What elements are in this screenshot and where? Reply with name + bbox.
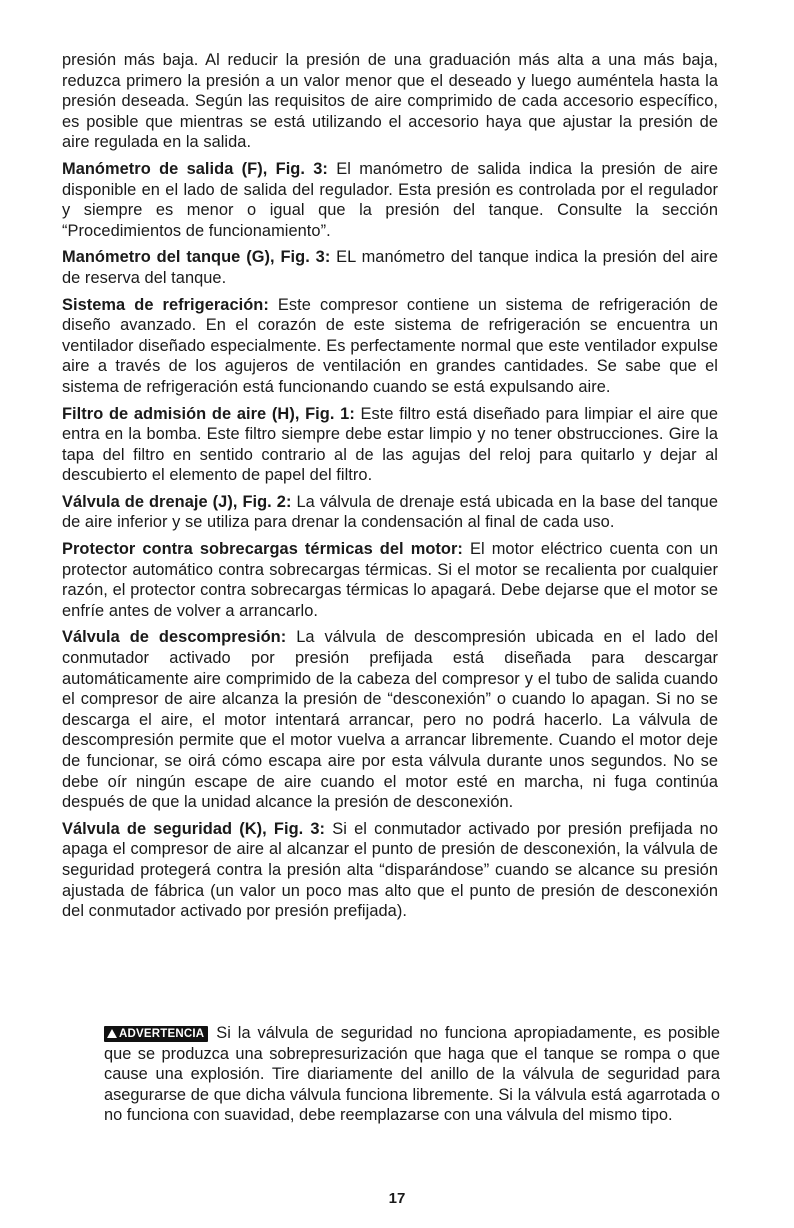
paragraph-text: El manómetro de salida indica la presión de aire disponible en el lado de salida del regulador. Esta presión es controlada por el regulador y siempre es menor o igual que la presión del tanque. Consulte la sección “Procedimientos de funcionamiento”. <box>62 159 718 240</box>
manual-page-body <box>62 50 718 928</box>
page-number: 17 <box>388 1190 406 1207</box>
paragraph-term: Sistema de refrigeración: <box>62 295 269 314</box>
paragraph-text: Este compresor contiene un sistema de refrigeración de diseño avanzado. En el corazón de este sistema de refrigeración se encuentra un ventilador diseñado especialmente. Es perfectamente normal que este ventilador expulse aire a través de los agujeros de ventilación en grandes cantidades. Se sabe que el sistema de refrigeración está funcionando cuando se está expulsando aire. <box>62 295 719 396</box>
warning-notice <box>104 1023 720 1126</box>
paragraph-drain-valve <box>62 492 718 533</box>
paragraph-safety-valve <box>62 819 718 922</box>
paragraph-term: Filtro de admisión de aire (H), Fig. 1: <box>62 404 355 423</box>
paragraph-text: El motor eléctrico cuenta con un protector automático contra sobrecargas térmicas. Si el motor se recalienta por cualquier razón, el protector contra sobrecargas térmicas lo apagará. Debe dejarse que el motor se enfríe antes de volver a arrancarlo. <box>62 540 718 620</box>
paragraph-unloader-valve <box>62 627 718 812</box>
paragraph-term: Manómetro de salida (F), Fig. 3: <box>62 159 328 178</box>
paragraph-term: Protector contra sobrecargas térmicas del motor: <box>62 540 463 559</box>
warning-triangle-icon <box>107 1029 117 1038</box>
paragraph-outlet-gauge <box>62 159 718 241</box>
paragraph-term: Manómetro del tanque (G), Fig. 3: <box>62 248 331 267</box>
paragraph-text: Este filtro está diseñado para limpiar el aire que entra en la bomba. Este filtro siempre debe estar limpio y no tener obstrucciones. Gire la tapa del filtro en sentido contrario al de las agujas del reloj para quitarlo y dejar al descubierto el elemento de papel del filtro. <box>62 404 718 485</box>
warning-text: Si la válvula de seguridad no funciona apropiadamente, es posible que se produzca una sobrepresurización que haga que el tanque se rompa o que cause una explosión. Tire diariamente del anillo de la válvula de seguridad para asegurarse de que dicha válvula funciona libremente. Si la válvula está agarrotada o no funciona con suavidad, debe reemplazarse con una válvula del mismo tipo. <box>104 1024 720 1125</box>
paragraph-term: Válvula de drenaje (J), Fig. 2: <box>62 492 292 511</box>
paragraph-intake-filter <box>62 404 718 486</box>
paragraph-text: Si el conmutador activado por presión prefijada no apaga el compresor de aire al alcanzar el punto de presión de desconexión, la válvula de seguridad protegerá contra la presión alta “disparándose” cuando se alcance su presión ajustada de fábrica (un valor un poco mas alto que el punto de presión de desconexión del conmutador activado por presión prefijada). <box>62 819 718 921</box>
paragraph-term: Válvula de descompresión: <box>62 628 287 647</box>
paragraph-thermal-overload <box>62 539 718 621</box>
paragraph-cooling-system <box>62 295 718 398</box>
paragraph-text: presión más baja. Al reducir la presión de una graduación más alta a una más baja, reduzca primero la presión a un valor menor que el deseado y luego auméntela hasta la presión deseada. Según las requisitos de aire comprimido de cada accesorio específico, es posible que mientras se está utilizando el accesorio haya que ajustar la presión de aire regulada en la salida. <box>62 51 718 152</box>
paragraph-text: La válvula de drenaje está ubicada en la base del tanque de aire inferior y se utiliza para drenar la condensación al final de cada uso. <box>62 492 718 532</box>
paragraph-tank-gauge <box>62 247 718 288</box>
warning-badge-label: ADVERTENCIA <box>119 1028 205 1040</box>
warning-badge <box>104 1026 208 1042</box>
paragraph-pressure-continuation <box>62 50 718 153</box>
paragraph-text: La válvula de descompresión ubicada en el lado del conmutador activado por presión prefijada está diseñada para descargar automáticamente aire comprimido de la cabeza del compresor y el tubo de salida cuando el compresor de aire alcanza la presión de “desconexión” o cuando lo apagan. Si no se descarga el aire, el motor intentará arrancar, pero no podrá hacerlo. La válvula de descompresión permite que el motor vuelva a arrancar libremente. Cuando el motor deje de funcionar, se oirá cómo escapa aire por esta válvula durante unos segundos. No se debe oír ningún escape de aire cuando el motor esté en marcha, ni fuga continúa después de que la unidad alcance la presión de desconexión. <box>62 628 718 812</box>
paragraph-term: Válvula de seguridad (K), Fig. 3: <box>62 819 326 838</box>
paragraph-text: EL manómetro del tanque indica la presión del aire de reserva del tanque. <box>62 248 718 287</box>
